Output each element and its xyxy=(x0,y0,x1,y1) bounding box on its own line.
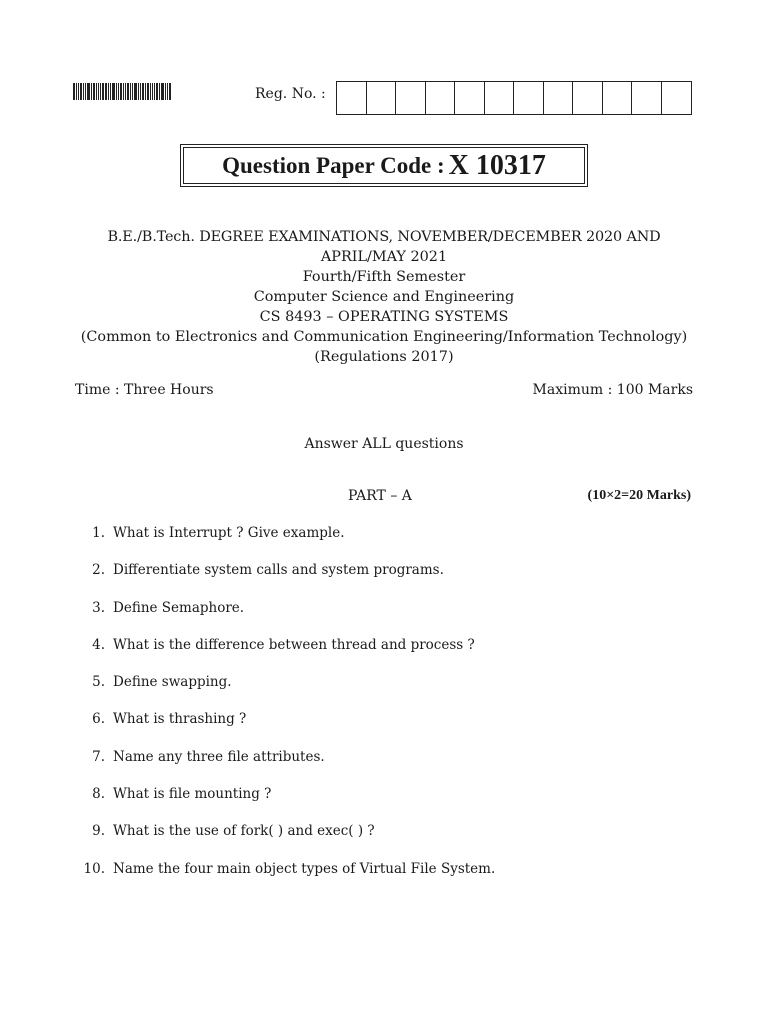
barcode xyxy=(73,83,187,100)
reg-no-cell xyxy=(337,82,367,114)
question-text: What is Interrupt ? Give example. xyxy=(113,525,345,541)
question-number: 9. xyxy=(92,823,105,840)
question-number: 7. xyxy=(92,748,105,765)
question-text: Define Semaphore. xyxy=(113,599,245,616)
maximum-marks: Maximum : 100 Marks xyxy=(532,382,693,398)
question-item xyxy=(76,711,696,748)
reg-no-cell xyxy=(426,82,456,114)
question-number: 3. xyxy=(92,599,105,616)
reg-no-cell xyxy=(573,82,603,114)
reg-no-cell xyxy=(485,82,515,114)
part-a-marks: (10×2=20 Marks) xyxy=(587,488,691,503)
question-item xyxy=(76,861,696,898)
common-to: (Common to Electronics and Communication Engineering/Information Technology) xyxy=(80,329,688,345)
time-marks-row xyxy=(75,382,693,398)
reg-no-cell xyxy=(662,82,692,114)
question-item xyxy=(76,637,696,674)
reg-no-cell xyxy=(544,82,574,114)
question-paper-code-value: X 10317 xyxy=(448,149,546,181)
question-item xyxy=(76,600,696,637)
question-number: 2. xyxy=(92,562,105,579)
reg-no-cell xyxy=(367,82,397,114)
exam-title-line-2: APRIL/MAY 2021 xyxy=(320,249,448,265)
question-number: 5. xyxy=(92,674,105,691)
subject: CS 8493 – OPERATING SYSTEMS xyxy=(259,309,509,325)
question-list xyxy=(76,525,696,898)
question-item xyxy=(76,562,696,599)
exam-title-line-1: B.E./B.Tech. DEGREE EXAMINATIONS, NOVEMBER/DECEMBER 2020 AND xyxy=(107,229,661,245)
question-item xyxy=(76,525,696,562)
reg-no-cell xyxy=(455,82,485,114)
reg-no-cell xyxy=(603,82,633,114)
question-paper-code-box xyxy=(180,144,588,187)
question-number: 4. xyxy=(92,636,105,653)
question-text: Differentiate system calls and system programs. xyxy=(113,562,444,579)
question-paper-code-label: Question Paper Code : xyxy=(222,152,445,178)
exam-header xyxy=(70,227,698,367)
question-item xyxy=(76,823,696,860)
question-item xyxy=(76,674,696,711)
question-paper-code-inner xyxy=(183,147,585,184)
time-duration: Time : Three Hours xyxy=(75,382,214,398)
question-text: What is the difference between thread and process ? xyxy=(113,636,475,653)
reg-no-cell xyxy=(632,82,662,114)
question-number: 8. xyxy=(92,786,105,803)
reg-no-boxes xyxy=(336,81,692,115)
question-text: Define swapping. xyxy=(113,674,232,691)
question-text: What is thrashing ? xyxy=(113,711,247,728)
reg-no-label: Reg. No. : xyxy=(255,86,326,102)
department: Computer Science and Engineering xyxy=(253,289,515,305)
instruction: Answer ALL questions xyxy=(304,436,464,452)
reg-no-cell xyxy=(514,82,544,114)
question-text: What is the use of fork( ) and exec( ) ? xyxy=(113,823,375,840)
question-text: Name the four main object types of Virtual File System. xyxy=(113,860,496,877)
question-item xyxy=(76,749,696,786)
question-text: What is file mounting ? xyxy=(113,786,272,803)
semester: Fourth/Fifth Semester xyxy=(302,269,466,285)
regulations: (Regulations 2017) xyxy=(314,349,454,365)
part-a-title: PART – A xyxy=(348,488,412,504)
question-number: 1. xyxy=(92,525,105,541)
question-number: 6. xyxy=(92,711,105,728)
reg-no-cell xyxy=(396,82,426,114)
question-text: Name any three file attributes. xyxy=(113,748,325,765)
question-item xyxy=(76,786,696,823)
question-number: 10. xyxy=(83,860,105,877)
